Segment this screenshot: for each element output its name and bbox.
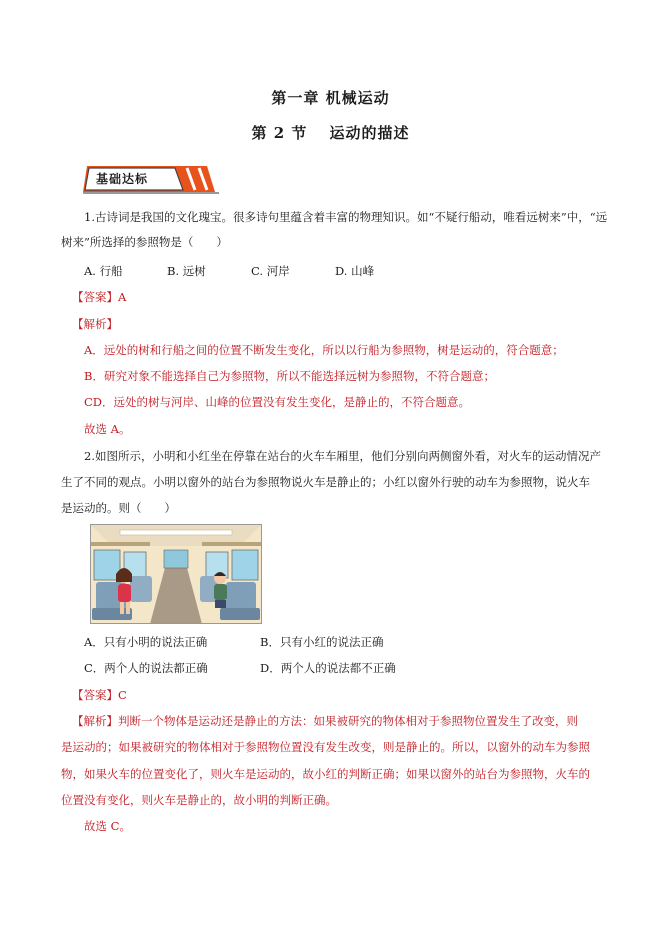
q2-stem-line2: 生了不同的观点。小明以窗外的站台为参照物说火车是静止的；小红以窗外行驶的动车为参照物，说火车 <box>61 475 590 489</box>
q1-conclusion: 故选 A。 <box>84 422 131 436</box>
q2-analysis-line4: 位置没有变化，则火车是静止的，故小明的判断正确。 <box>61 793 337 807</box>
q1-analysis-cd: CD．远处的树与河岸、山峰的位置没有发生变化，是静止的，不符合题意。 <box>84 395 471 409</box>
train-carriage-illustration <box>90 524 262 624</box>
q2-option-a: A．只有小明的说法正确 <box>84 635 208 649</box>
q2-stem-line1: 2.如图所示，小明和小红坐在停靠在站台的火车车厢里，他们分别向两侧窗外看，对火车的运动情况产 <box>84 449 601 463</box>
q1-stem-line1: 1.古诗词是我国的文化瑰宝。很多诗句里蕴含着丰富的物理知识。如“不疑行船动，唯看远树来”中，“远 <box>84 210 608 224</box>
q2-option-c: C．两个人的说法都正确 <box>84 661 208 675</box>
q2-answer: 【答案】C <box>72 688 127 702</box>
q2-conclusion: 故选 C。 <box>84 819 131 833</box>
q1-option-a: A. 行船 <box>84 264 123 278</box>
q1-answer: 【答案】A <box>72 290 127 304</box>
section-title <box>0 122 661 143</box>
q1-option-b: B. 远树 <box>167 264 206 278</box>
q1-analysis-b: B．研究对象不能选择自己为参照物，所以不能选择远树为参照物，不符合题意； <box>84 369 495 383</box>
q2-stem-line3: 是运动的。则（ ） <box>61 501 176 515</box>
q1-analysis-label: 【解析】 <box>72 317 118 331</box>
section-name: 运动的描述 <box>329 124 410 142</box>
q1-option-c: C. 河岸 <box>251 264 290 278</box>
q2-option-d: D．两个人的说法都不正确 <box>260 661 396 675</box>
q1-stem-line2: 树来”所选择的参照物是（ ） <box>61 235 228 249</box>
q1-option-d: D. 山峰 <box>335 264 375 278</box>
q2-analysis-line2: 是运动的；如果被研究的物体相对于参照物位置没有发生改变，则是静止的。所以，以窗外的动车为参照 <box>61 740 590 754</box>
banner-label: 基础达标 <box>96 172 149 186</box>
section-number: 第 2 节 <box>251 124 308 142</box>
q2-analysis-line3: 物，如果火车的位置变化了，则火车是运动的，故小红的判断正确；如果以窗外的站台为参照物，火车的 <box>61 767 590 781</box>
q2-option-b: B．只有小红的说法正确 <box>260 635 384 649</box>
q1-analysis-a: A．远处的树和行船之间的位置不断发生变化，所以以行船为参照物，树是运动的，符合题意； <box>84 343 564 357</box>
q2-analysis-line1: 【解析】判断一个物体是运动还是静止的方法：如果被研究的物体相对于参照物位置发生了改变，则 <box>72 714 578 728</box>
chapter-title: 第一章 机械运动 <box>271 89 390 107</box>
